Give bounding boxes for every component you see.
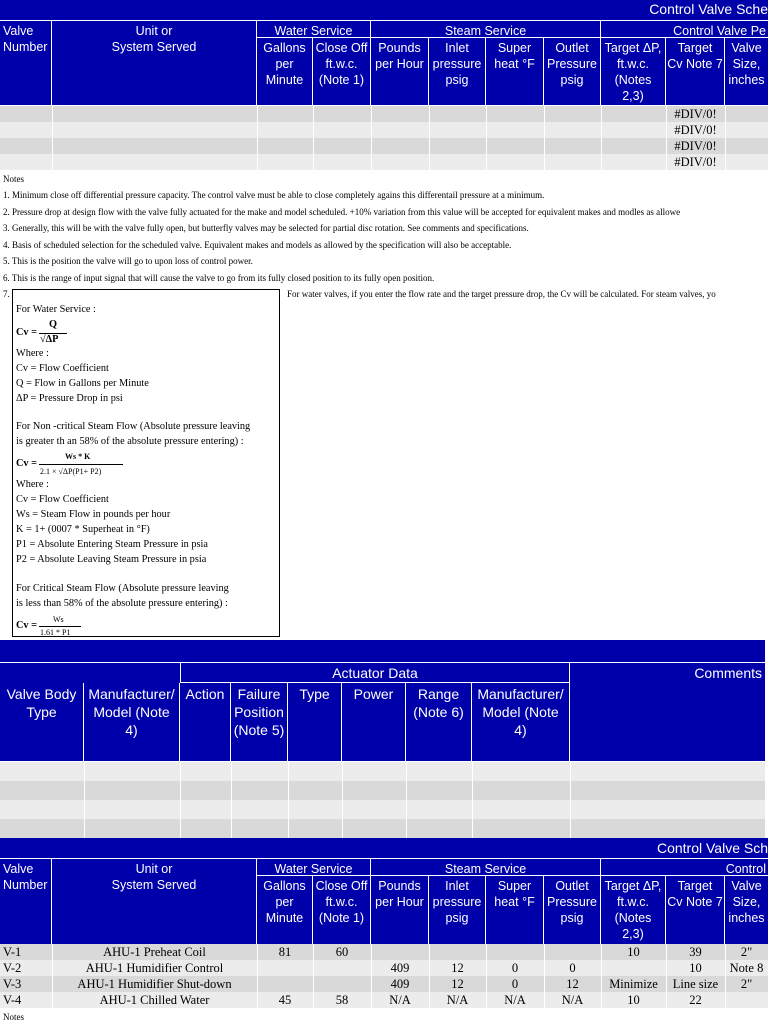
valve-number-cell: V-3	[3, 977, 22, 991]
bottom-header-unit-served: Unit or System Served	[52, 859, 257, 944]
note-7-text: For water valves, if you enter the flow rate and the target pressure drop, the Cv will be calculated. For steam valves, yo	[287, 289, 716, 299]
top-header-close-off: Close Off ft.w.c. (Note 1)	[313, 38, 371, 105]
q-numerator: Q	[49, 319, 58, 330]
top-header-performance: Control Valve Pe	[601, 21, 768, 38]
inlet-cell: 12	[451, 961, 464, 975]
bottom-header-target-dp: Target ΔP, ft.w.c. (Notes 2,3)	[601, 876, 666, 944]
bottom-header-valve-number: Valve Number	[0, 859, 52, 944]
inlet-cell	[429, 944, 486, 960]
top-header-gpm: Gallons per Minute	[257, 38, 313, 105]
definition-q: Q = Flow in Gallons per Minute	[16, 378, 149, 389]
comments-header: Comments	[570, 663, 765, 761]
bottom-header-water-service: Water Service	[257, 859, 371, 876]
superheat-cell	[486, 944, 544, 960]
note-item: 1. Minimum close off differential pressure capacity. The control valve must be able to close completely agains this differentail pressure at a minimum.	[3, 190, 545, 200]
bottom-header-control: Control	[601, 859, 768, 876]
close-off-cell: 60	[335, 945, 349, 959]
bottom-notes-heading: Notes	[3, 1012, 24, 1022]
cv-label: Cv =	[16, 327, 38, 338]
outlet-cell: N/A	[561, 993, 584, 1007]
definition-cv: Cv = Flow Coefficient	[16, 363, 109, 374]
where-label: Where :	[16, 479, 49, 490]
note-item: 4. Basis of scheduled selection for the scheduled valve. Equivalent makes and models as allowed by the specification will also be acceptable.	[3, 240, 512, 250]
bottom-header-outlet-psig: Outlet Pressure psig	[544, 876, 601, 944]
actuator-data-header: Actuator Data	[180, 663, 570, 683]
definition-dp: ΔP = Pressure Drop in psi	[16, 393, 123, 404]
unit-served-cell: AHU-1 Humidifier Shut-down	[77, 977, 232, 991]
superheat-cell: 0	[511, 961, 519, 975]
top-header-unit-served: Unit or System Served	[52, 21, 257, 105]
target-cv-cell: Line size	[672, 977, 719, 991]
close-off-cell	[313, 960, 371, 976]
bottom-header-valve-size: Valve Size, inches	[725, 876, 768, 944]
steam-denominator: 2.1 × √ΔP(P1+ P2)	[40, 467, 102, 476]
bottom-header-inlet-psig: Inlet pressure psig	[429, 876, 486, 944]
sqrt-dp-denominator: √ΔP	[40, 334, 59, 345]
critical-title-1: For Critical Steam Flow (Absolute pressure leaving	[16, 583, 229, 594]
top-header-pounds-hr: Pounds per Hour	[371, 38, 429, 105]
unit-served-cell: AHU-1 Humidifier Control	[85, 961, 224, 975]
middle-title-bar	[0, 640, 765, 662]
definition-p1: P1 = Absolute Entering Steam Pressure in psia	[16, 539, 208, 550]
cv-label: Cv =	[16, 458, 38, 469]
pounds-hr-cell: 409	[390, 961, 410, 975]
bottom-header-close-off: Close Off ft.w.c. (Note 1)	[313, 876, 371, 944]
steam-numerator: Ws * K	[65, 452, 91, 461]
header-manufacturer-model: Manufacturer/ Model (Note 4)	[84, 683, 180, 761]
top-header-steam-service: Steam Service	[371, 21, 601, 38]
noncritical-title-1: For Non -critical Steam Flow (Absolute pressure leaving	[16, 421, 251, 432]
target-cv-cell: 10	[689, 961, 702, 975]
target-cv-cell: 22	[689, 993, 702, 1007]
target-dp-cell: 10	[627, 993, 640, 1007]
valve-size-cell: Note 8	[729, 961, 764, 975]
note-item: 2. Pressure drop at design flow with the valve fully actuated for the make and model scheduled. +10% variation from this value will be accepted for equivalent makes and modles as allowe	[3, 207, 681, 217]
target-cv-cell: #DIV/0!	[674, 107, 717, 121]
close-off-cell	[313, 976, 371, 992]
formula-box	[12, 289, 280, 637]
critical-title-2: is less than 58% of the absolute pressure entering) :	[16, 598, 228, 609]
bottom-header-pounds-hr: Pounds per Hour	[371, 876, 429, 944]
gpm-cell: 45	[278, 993, 292, 1007]
top-schedule-title: Control Valve Sche	[649, 1, 768, 17]
top-header-target-cv: Target Cv Note 7	[666, 38, 725, 105]
target-cv-cell: #DIV/0!	[674, 155, 717, 169]
valve-size-cell	[725, 992, 768, 1008]
valve-number-cell: V-1	[3, 945, 22, 959]
header-range: Range (Note 6)	[406, 683, 472, 761]
target-cv-cell: 39	[689, 945, 702, 959]
close-off-cell: 58	[335, 993, 349, 1007]
noncritical-title-2: is greater th an 58% of the absolute pressure entering) :	[16, 436, 244, 447]
bottom-title-bar	[0, 838, 768, 858]
middle-row-separators	[0, 762, 765, 838]
header-valve-body-type: Valve Body Type	[0, 683, 84, 761]
notes-heading: Notes	[3, 174, 24, 184]
note-item: 5. This is the position the valve will go to upon loss of control power.	[3, 256, 253, 266]
superheat-cell: N/A	[504, 993, 526, 1007]
top-header-water-service: Water Service	[257, 21, 371, 38]
inlet-cell: N/A	[446, 993, 469, 1007]
water-service-title: For Water Service :	[16, 304, 96, 315]
target-dp-cell	[601, 960, 666, 976]
top-header-inlet-psig: Inlet pressure psig	[429, 38, 486, 105]
gpm-cell	[257, 960, 313, 976]
critical-numerator: Ws	[53, 615, 64, 624]
target-dp-cell: 10	[627, 945, 640, 959]
bottom-header-superheat: Super heat °F	[486, 876, 544, 944]
where-label: Where :	[16, 348, 49, 359]
outlet-cell: 0	[569, 961, 576, 975]
target-cv-cell: #DIV/0!	[674, 139, 717, 153]
inlet-cell: 12	[451, 977, 464, 991]
top-header-valve-size: Valve Size, inches	[725, 38, 768, 105]
valve-number-cell: V-2	[3, 961, 22, 975]
note-item: 3. Generally, this will be with the valve fully open, but butterfly valves may be selected for partial disc rotation. See comments and specifications.	[3, 223, 529, 233]
top-header-outlet-psig: Outlet Pressure psig	[544, 38, 601, 105]
header-action: Action	[180, 683, 231, 761]
bottom-header-target-cv: Target Cv Note 7	[666, 876, 725, 944]
outlet-cell: 12	[566, 977, 579, 991]
pounds-hr-cell: N/A	[389, 993, 411, 1007]
target-dp-cell: Minimize	[609, 977, 658, 991]
pounds-hr-cell: 409	[390, 977, 410, 991]
valve-number-cell: V-4	[3, 993, 22, 1007]
gpm-cell: 81	[278, 945, 292, 959]
header-act-manufacturer-model: Manufacturer/ Model (Note 4)	[472, 683, 570, 761]
definition-ws: Ws = Steam Flow in pounds per hour	[16, 509, 171, 520]
bottom-schedule-title: Control Valve Sch	[656, 840, 768, 856]
gpm-cell	[257, 976, 313, 992]
pounds-hr-cell	[371, 944, 429, 960]
top-header-superheat: Super heat °F	[486, 38, 544, 105]
definition-cv: Cv = Flow Coefficient	[16, 494, 109, 505]
outlet-cell	[544, 944, 601, 960]
note-7-number: 7.	[3, 289, 10, 299]
critical-denominator: 1.61 * P1	[40, 628, 71, 637]
definition-k: K = 1+ (0007 * Superheat in °F)	[16, 524, 150, 535]
top-header-target-dp: Target ΔP, ft.w.c. (Notes 2,3)	[601, 38, 666, 105]
top-header-valve-number: Valve Number	[0, 21, 52, 105]
valve-size-cell: 2"	[740, 945, 753, 959]
header-failure-position: Failure Position (Note 5)	[231, 683, 288, 761]
top-row-separators	[0, 106, 768, 170]
header-type: Type	[288, 683, 342, 761]
target-cv-cell: #DIV/0!	[674, 123, 717, 137]
top-title-bar	[0, 0, 768, 20]
bottom-header-gpm: Gallons per Minute	[257, 876, 313, 944]
valve-size-cell: 2"	[740, 977, 753, 991]
superheat-cell: 0	[511, 977, 519, 991]
header-power: Power	[342, 683, 406, 761]
note-item: 6. This is the range of input signal that will cause the valve to go from its fully closed position to its fully open position.	[3, 273, 435, 283]
cv-label: Cv =	[16, 620, 38, 631]
unit-served-cell: AHU-1 Preheat Coil	[103, 945, 206, 959]
unit-served-cell: AHU-1 Chilled Water	[99, 993, 210, 1007]
definition-p2: P2 = Absolute Leaving Steam Pressure in psia	[16, 554, 207, 565]
bottom-header-steam-service: Steam Service	[371, 859, 601, 876]
